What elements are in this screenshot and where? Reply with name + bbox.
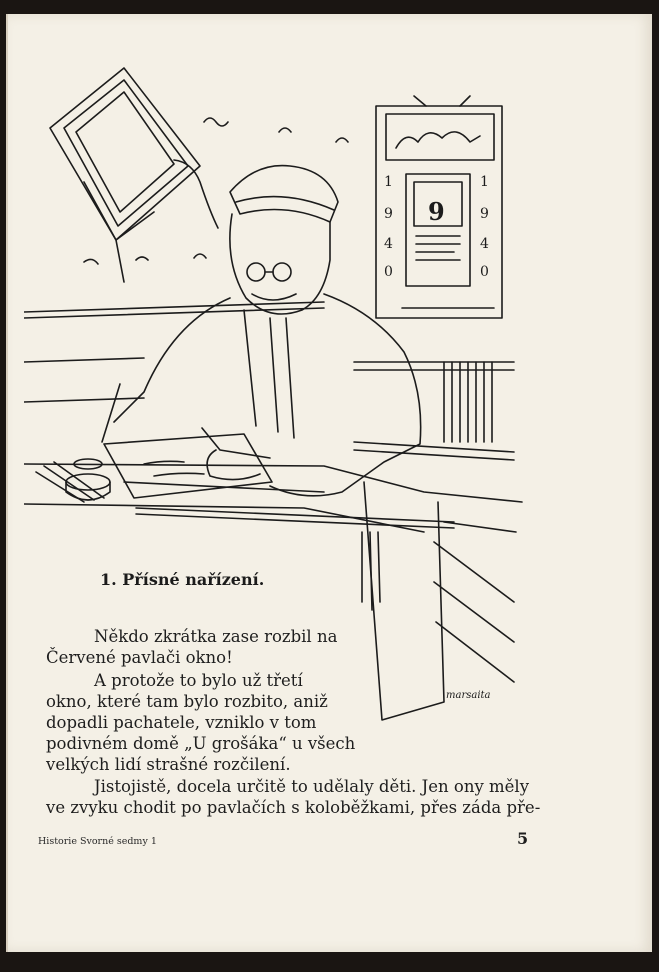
- chapter-heading: 1. Přísné nařízení.: [100, 570, 265, 589]
- book-page: [6, 14, 652, 952]
- paragraph: [46, 626, 337, 668]
- calendar-year-digit: 1: [384, 174, 393, 190]
- calendar-year-digit: 4: [480, 236, 489, 252]
- calendar-year-digit: 1: [480, 174, 489, 190]
- calendar-year-digit: 9: [384, 206, 393, 222]
- text-line: A protože to bylo už třetí: [94, 671, 303, 690]
- calendar-year-digit: 0: [480, 264, 489, 280]
- page-number: 5: [517, 829, 529, 848]
- text-line: dopadli pachatele, vzniklo v tom: [46, 713, 317, 732]
- calendar-day-number: 9: [428, 197, 445, 226]
- calendar-year-digit: 4: [384, 236, 393, 252]
- paragraph: [46, 670, 355, 775]
- paragraph: [46, 776, 540, 818]
- text-line: Někdo zkrátka zase rozbil na: [94, 627, 338, 646]
- text-line: podivném domě „U grošáka“ u všech: [46, 734, 356, 753]
- text-line: Červené pavlači okno!: [46, 648, 233, 667]
- calendar-year-digit: 0: [384, 264, 393, 280]
- text-line: Jistojistě, docela určitě to udělaly děti. Jen ony měly: [94, 777, 530, 796]
- calendar-year-digit: 9: [480, 206, 489, 222]
- artist-signature: marsaita: [446, 690, 491, 701]
- footer-book-title: Historie Svorné sedmy 1: [38, 836, 157, 847]
- text-line: ve zvyku chodit po pavlačích s koloběžkami, přes záda pře-: [46, 798, 541, 817]
- text-line: okno, které tam bylo rozbito, aniž: [46, 692, 328, 711]
- text-line: velkých lidí strašné rozčilení.: [46, 755, 291, 774]
